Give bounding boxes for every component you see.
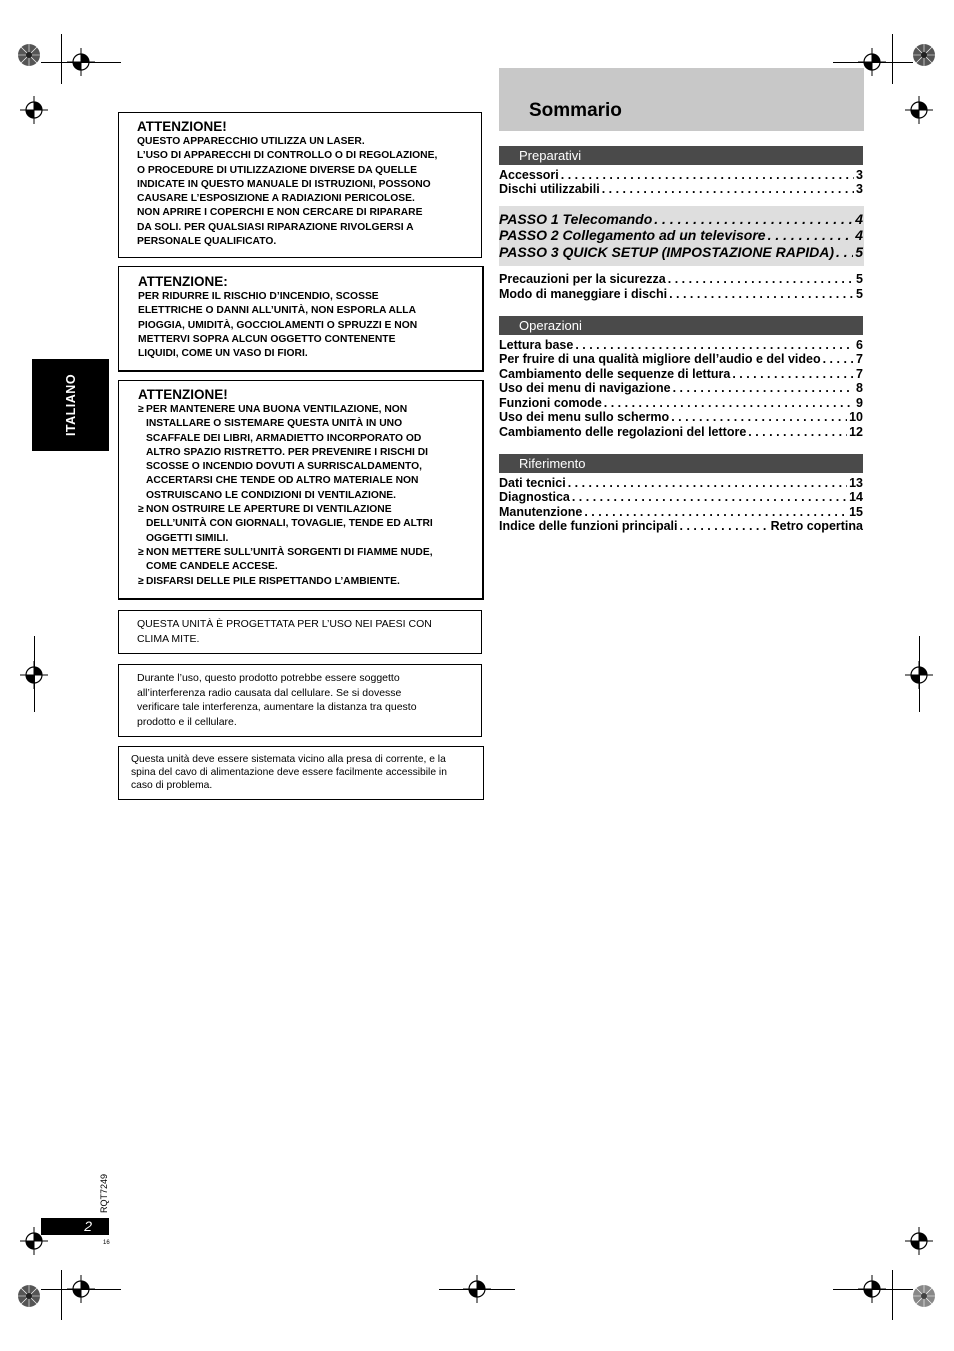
toc-entry[interactable]: Cambiamento delle sequenze di lettura . . . 7	[499, 367, 863, 382]
note-text: Questa unità deve essere sistemata vicino alla presa di corrente, e la spina del cavo di alimentazione deve essere facilmente accessibile in caso di problema.	[131, 754, 447, 791]
toc-entry[interactable]: Cambiamento delle regolazioni del lettore . . . 12	[499, 425, 863, 440]
warning-laser-box	[118, 112, 482, 258]
toc-entry[interactable]: Dischi utilizzabili . . . 3	[499, 182, 863, 197]
warning-text: PER RIDURRE IL RISCHIO D’INCENDIO, SCOSSE ELETTRICHE O DANNI ALL’UNITÀ, NON ESPORLA ALLA PIOGGIA, UMIDITÀ, GOCCIOLAMENTI O SPRUZZI E NON METTERVI SOPRA ALCUN OGGETTO CONTENENTE LIQUIDI, COME UN VASO DI FIORI.	[138, 291, 418, 360]
page-number: 2	[41, 1218, 109, 1235]
warning-title: ATTENZIONE!	[138, 387, 228, 402]
toc-entry[interactable]: Funzioni comode . . . 9	[499, 396, 863, 411]
section-bar-operazioni: Operazioni	[499, 316, 863, 335]
crop-line	[833, 1289, 913, 1290]
crop-line	[41, 62, 121, 63]
warning-title: ATTENZIONE!	[137, 119, 227, 134]
registration-mark-icon	[905, 1227, 933, 1255]
page-title: Sommario	[529, 100, 622, 121]
power-note-box	[118, 746, 484, 800]
crop-line	[833, 62, 913, 63]
toc-entry-step[interactable]: PASSO 3 QUICK SETUP (IMPOSTAZIONE RAPIDA) . . . 5	[499, 244, 863, 261]
toc-entry[interactable]: Manutenzione . . . 15	[499, 505, 863, 520]
toc-entry[interactable]: Diagnostica . . . 14	[499, 490, 863, 505]
crop-line	[439, 1289, 515, 1290]
crop-line	[919, 636, 920, 712]
toc-entry[interactable]: Dati tecnici . . . 13	[499, 476, 863, 491]
toc-entry[interactable]: Accessori . . . 3	[499, 168, 863, 183]
section-bar-preparativi: Preparativi	[499, 146, 863, 165]
crop-line	[61, 34, 62, 84]
list-item: ≥ PER MANTENERE UNA BUONA VENTILAZIONE, NON INSTALLARE O SISTEMARE QUESTA UNITÀ IN UNO SCAFFALE DEI LIBRI, ARMADIETTO INCORPORATO OD ALTRO SPAZIO RISTRETTO. PER PREVENIRE I RISCHI DI SCOSSE O INCENDIO DOVUTI A SURRISCALDAMENTO, ACCERTARSI CHE TENDE OD ALTRO MATERIALE NON OSTRUISCANO LE CONDIZIONI DI VENTILAZIONE.	[138, 404, 429, 501]
toc-entry[interactable]: Uso dei menu sullo schermo . . . 10	[499, 410, 863, 425]
warning-text: QUESTO APPARECCHIO UTILIZZA UN LASER. L’USO DI APPARECCHI DI CONTROLLO O DI REGOLAZIONE, O PROCEDURE DI UTILIZZAZIONE DIVERSE DA QUELLE INDICATE IN QUESTO MANUALE DI ISTRUZIONI, POSSONO CAUSARE L’ESPOSIZIONE A RADIAZIONI PERICOLOSE. NON APRIRE I COPERCHI E NON CERCARE DI RIPARARE DA SOLI. PER QUALSIASI RIPARAZIONE RIVOLGERSI A PERSONALE QUALIFICATO.	[137, 136, 438, 248]
crop-line	[892, 34, 893, 84]
toc-entry[interactable]: Per fruire di una qualità migliore dell’audio e del video . . . 7	[499, 352, 863, 367]
warning-title: ATTENZIONE:	[138, 274, 228, 289]
color-burst-icon	[913, 1283, 935, 1309]
section-bar-riferimento: Riferimento	[499, 454, 863, 473]
note-text: QUESTA UNITÀ È PROGETTATA PER L’USO NEI PAESI CON CLIMA MITE.	[137, 618, 432, 645]
document-code: RQT7249	[99, 1173, 109, 1213]
toc-entry-step[interactable]: PASSO 1 Telecomando . . . 4	[499, 211, 863, 228]
language-label: ITALIANO	[63, 373, 78, 437]
toc-entry[interactable]: Indice delle funzioni principali . . . Retro copertina	[499, 519, 863, 534]
climate-note-box	[118, 610, 482, 654]
list-item: ≥ NON OSTRUIRE LE APERTURE DI VENTILAZIONE DELL’UNITÀ CON GIORNALI, TOVAGLIE, TENDE ED ALTRI OGGETTI SIMILI.	[138, 504, 433, 544]
language-tab	[32, 359, 109, 451]
warning-moisture-box	[118, 266, 484, 372]
list-item: ≥ DISFARSI DELLE PILE RISPETTANDO L’AMBIENTE.	[138, 575, 400, 587]
color-burst-icon	[913, 42, 935, 68]
registration-mark-icon	[905, 96, 933, 124]
small-number: 16	[103, 1240, 110, 1246]
crop-line	[41, 1289, 121, 1290]
toc-entry-step[interactable]: PASSO 2 Collegamento ad un televisore . . . 4	[499, 227, 863, 244]
interference-note-box	[118, 664, 482, 737]
crop-line	[34, 636, 35, 712]
toc-entry[interactable]: Precauzioni per la sicurezza . . . 5	[499, 272, 863, 287]
toc-entry[interactable]: Uso dei menu di navigazione . . . 8	[499, 381, 863, 396]
registration-mark-icon	[20, 96, 48, 124]
crop-line	[892, 1270, 893, 1320]
color-burst-icon	[18, 42, 40, 68]
toc-entry[interactable]: Lettura base . . . 6	[499, 338, 863, 353]
color-burst-icon	[18, 1283, 40, 1309]
note-text: Durante l’uso, questo prodotto potrebbe essere soggetto all’interferenza radio causata dal cellulare. Se si dovesse verificare tale interferenza, aumentare la distanza tra questo prodotto e il cellulare.	[137, 672, 417, 728]
toc-header	[499, 68, 864, 131]
list-item: ≥ NON METTERE SULL’UNITÀ SORGENTI DI FIAMME NUDE, COME CANDELE ACCESE.	[138, 546, 433, 573]
warning-ventilation-box	[118, 380, 484, 600]
crop-line	[61, 1270, 62, 1320]
toc-entry[interactable]: Modo di maneggiare i dischi . . . 5	[499, 287, 863, 302]
warning-list	[138, 403, 433, 589]
